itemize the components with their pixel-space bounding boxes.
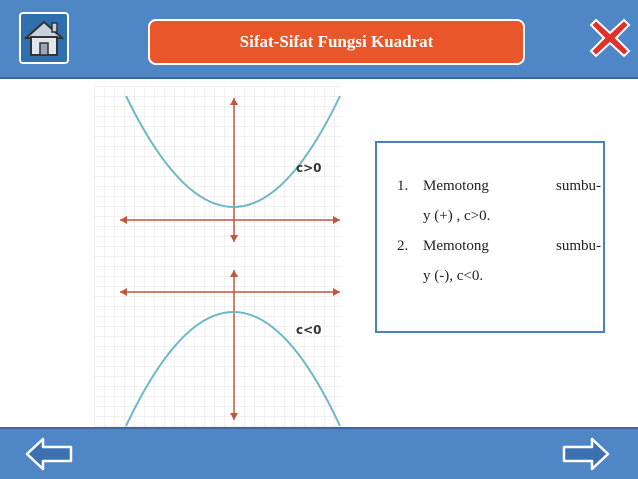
arrow-left-icon — [25, 437, 73, 471]
properties-list — [397, 171, 601, 291]
bottom-bar — [0, 427, 638, 479]
top-c-label: c>0 — [296, 161, 322, 175]
list-item-number: 1. — [397, 178, 409, 194]
top-bar — [0, 0, 638, 79]
parabola-graph — [94, 86, 342, 428]
list-item-text: Memotong sumbu- — [423, 238, 601, 254]
arrow-right-icon — [562, 437, 610, 471]
list-item-continuation: y (+) , c>0. — [423, 208, 491, 224]
close-x-icon — [588, 16, 632, 60]
list-item-text: Memotong sumbu- — [423, 178, 601, 194]
list-item — [397, 231, 601, 261]
next-button[interactable] — [562, 437, 610, 471]
title-banner — [148, 19, 525, 65]
bottom-c-label: c<0 — [296, 323, 322, 337]
home-button[interactable] — [19, 12, 69, 64]
previous-button[interactable] — [25, 437, 73, 471]
list-item-number: 2. — [397, 238, 409, 254]
home-icon — [21, 14, 67, 62]
list-item — [397, 171, 601, 201]
info-box — [375, 141, 605, 333]
page-title: Sifat-Sifat Fungsi Kuadrat — [239, 32, 434, 51]
close-button[interactable] — [588, 16, 632, 60]
list-item-continuation: y (-), c<0. — [423, 268, 484, 284]
